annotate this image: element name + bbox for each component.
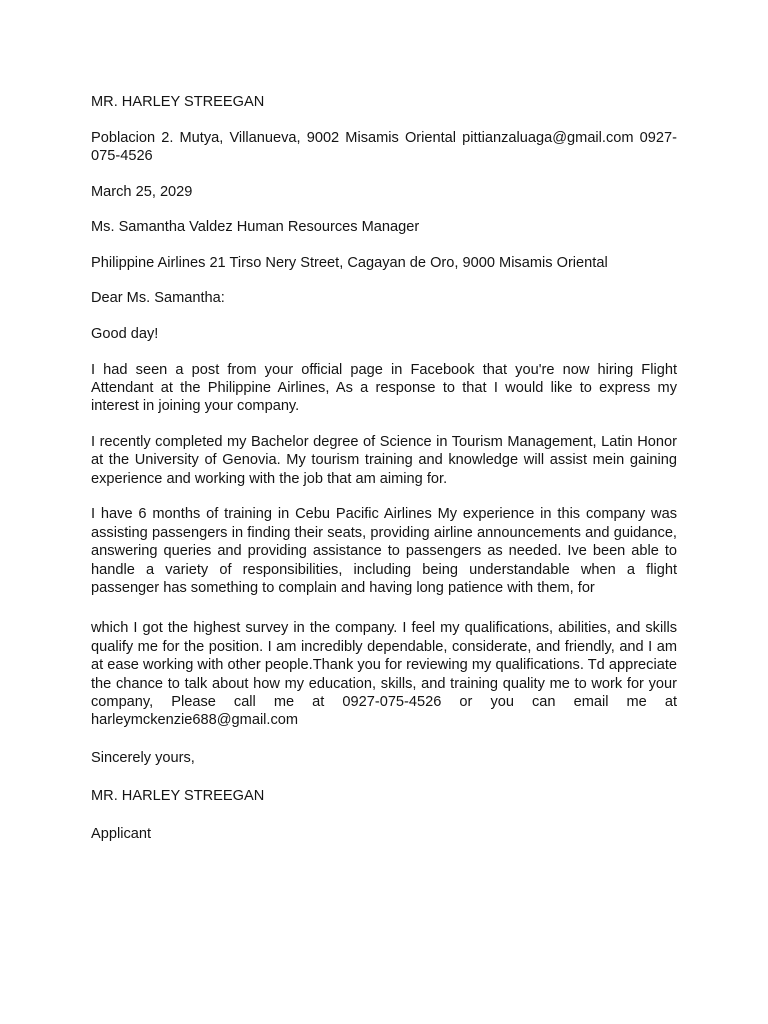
recipient-address: Philippine Airlines 21 Tirso Nery Street, Cagayan de Oro, 9000 Misamis Oriental [91,254,608,271]
body-paragraph-4: which I got the highest survey in the company. I feel my qualifications, abilities, and skills qualify me for the position. I am incredibly dependable, considerate, and friendly, and I am at ease working with other people.Thank you for reviewing my qualifications. Td appreciate the chance to talk about how my education, skills, and training quality me to work for your company, Please call me at 0927-075-4526 or you can email me at harleymckenzie688@gmail.com [91,620,677,729]
recipient-name: Ms. Samantha Valdez Human Resources Manager [91,219,420,236]
salutation: Dear Ms. Samantha: [91,290,225,307]
body-paragraph-2: I recently completed my Bachelor degree of Science in Tourism Management, Latin Honor at the University of Genovia. My tourism training and knowledge will assist mein gaining experience and working with the job that am aiming for. [91,433,677,487]
letter-date: March 25, 2029 [91,183,193,200]
signature-title: Applicant [91,826,152,843]
sender-name: MR. HARLEY STREEGAN [91,94,265,110]
closing: Sincerely yours, [91,750,195,767]
signature-name: MR. HARLEY STREEGAN [91,788,265,805]
sender-address: Poblacion 2. Mutya, Villanueva, 9002 Misamis Oriental pittianzaluaga@gmail.com 0927-075-4526 [91,129,677,164]
body-paragraph-3: I have 6 months of training in Cebu Pacific Airlines My experience in this company was assisting passengers in finding their seats, providing airline announcements and guidance, answering queries and providing assistance to passengers as needed. Ive been able to handle a variety of responsibilities, including being understandable when a flight passenger has something to complain and having long patience with them, for [91,506,677,596]
letter-page [91,93,677,844]
greeting: Good day! [91,325,159,342]
body-paragraph-1: I had seen a post from your official page in Facebook that you're now hiring Flight Attendant at the Philippine Airlines, As a response to that I would like to express my interest in joining your company. [91,361,677,415]
